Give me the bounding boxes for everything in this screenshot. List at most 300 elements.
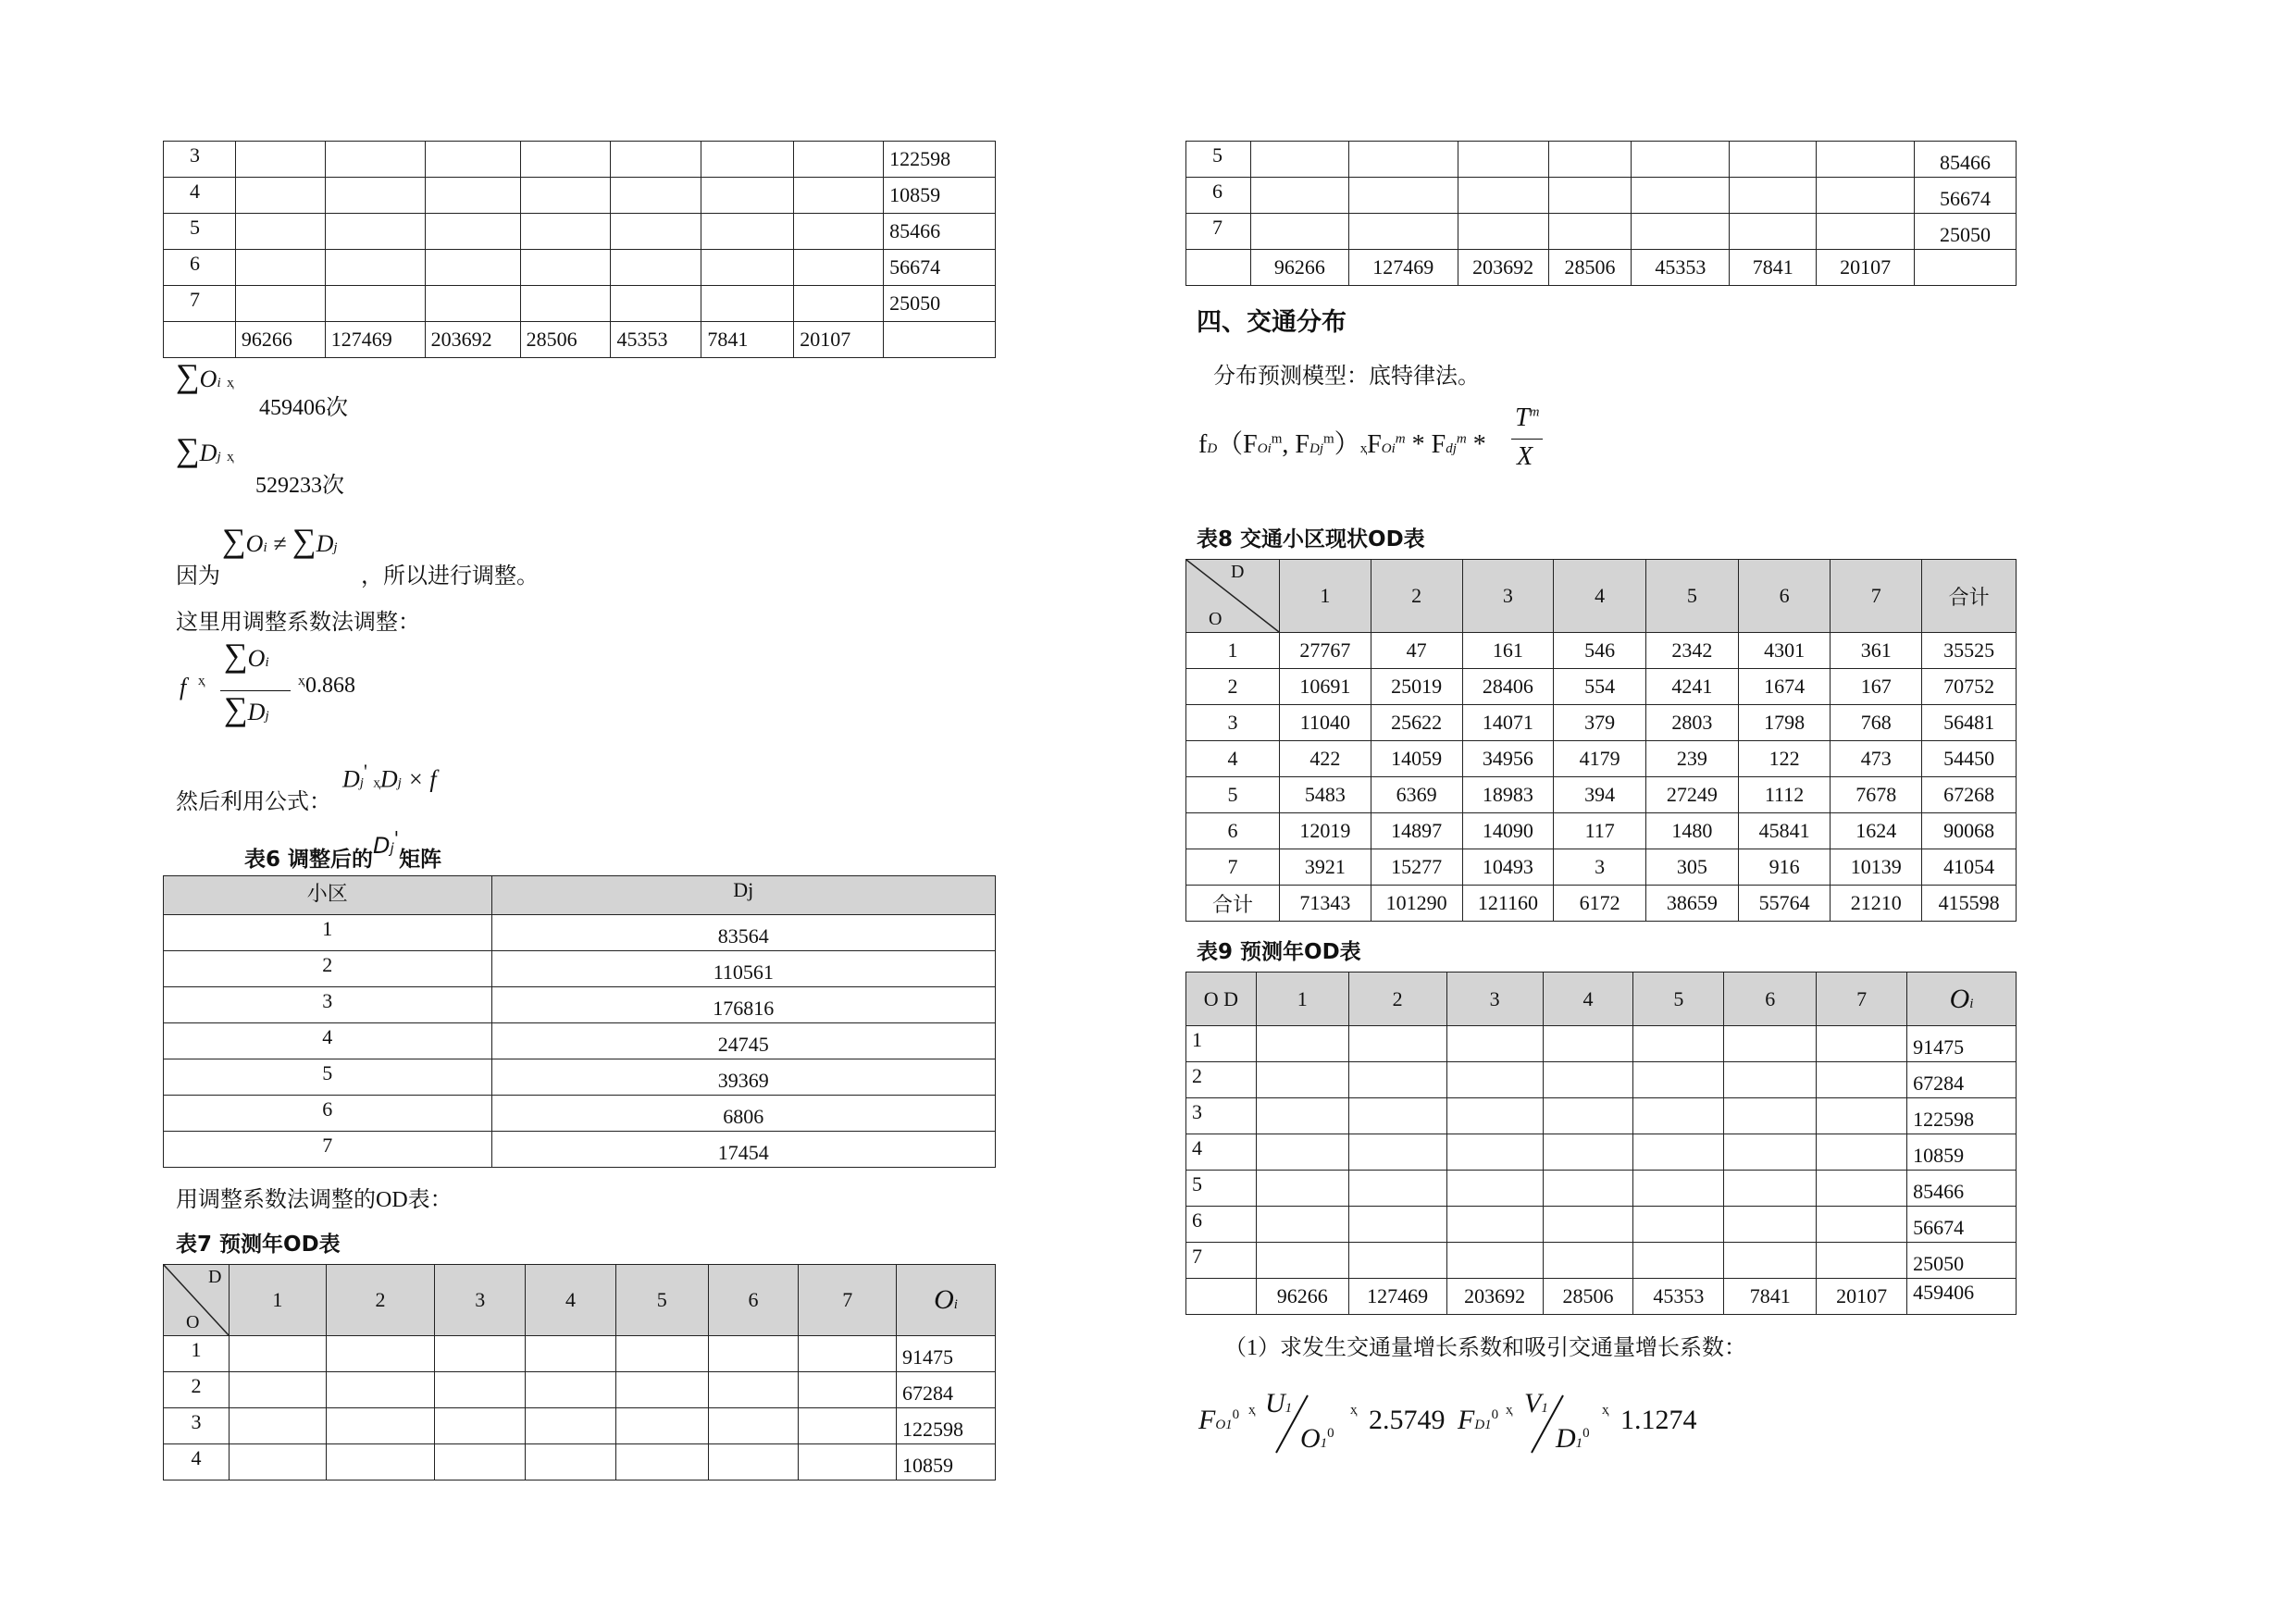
empty-cell [1632,142,1730,178]
col-header: 6 [1738,560,1831,633]
data-cell: 1798 [1738,705,1831,741]
empty-cell [1730,214,1817,250]
empty-cell [1817,1243,1907,1279]
sum-oi-value: 459406次 [259,396,348,420]
data-cell: 25019 [1371,669,1462,705]
data-cell: 121160 [1462,886,1554,922]
empty-cell [701,286,794,322]
empty-cell [794,286,884,322]
corner-cell [1186,560,1280,633]
empty-cell [799,1372,897,1408]
row-total: 25050 [1907,1243,2017,1279]
empty-cell [611,142,701,178]
row-label: 合计 [1186,886,1280,922]
row-total: 85466 [1907,1171,2017,1207]
empty-cell [1817,1134,1907,1171]
row-label: 6 [164,250,236,286]
row-label: 5 [1186,777,1280,813]
empty-cell [611,250,701,286]
table-row [1186,1134,2017,1171]
empty-cell [164,322,236,358]
data-cell: 1480 [1645,813,1738,849]
table-row [164,142,996,178]
empty-cell [230,1408,327,1444]
zone-cell: 3 [164,987,492,1023]
table8-caption: 表8 交通小区现状OD表 [1197,527,1425,551]
row-total: 56674 [1915,178,2017,214]
empty-cell [1724,1207,1817,1243]
empty-cell [230,1372,327,1408]
table-row [1186,178,2017,214]
dj-cell: 83564 [491,915,995,951]
data-cell: 45841 [1738,813,1831,849]
data-cell: 28406 [1462,669,1554,705]
empty-cell [708,1372,799,1408]
empty-cell [235,286,325,322]
data-cell: 27767 [1280,633,1371,669]
oi-letter: O [1949,983,1970,1014]
data-cell: 554 [1554,669,1646,705]
row-total: 56674 [884,250,996,286]
table-row [1186,1207,2017,1243]
empty-cell [1256,1134,1348,1171]
empty-cell [1446,1062,1543,1098]
table-row [164,1408,996,1444]
table-row [164,178,996,214]
data-cell: 11040 [1280,705,1371,741]
empty-cell [520,178,611,214]
table-continued-left [163,141,996,358]
data-cell: 71343 [1280,886,1371,922]
empty-cell [230,1336,327,1372]
empty-cell [435,1408,526,1444]
sum-dj-formula: ∑Dj ҳ [176,431,234,468]
table-row [164,1059,996,1096]
table-row [1186,741,2017,777]
empty-cell [1633,1026,1724,1062]
table-row [1186,1171,2017,1207]
empty-cell [615,1444,708,1481]
table-row [164,250,996,286]
empty-cell [611,214,701,250]
row-label: 7 [1186,849,1280,886]
empty-cell [1348,1062,1446,1098]
empty-cell [1348,178,1458,214]
data-cell: 35525 [1922,633,2017,669]
empty-cell [1548,178,1632,214]
zone-cell: 6 [164,1096,492,1132]
empty-cell [325,286,425,322]
col-header: 2 [1348,973,1446,1026]
row-total: 10859 [884,178,996,214]
row-total: 122598 [884,142,996,178]
empty-cell [1817,1098,1907,1134]
column-sum: 203692 [425,322,520,358]
growth-text: （1）求发生交通量增长系数和吸引交通量增长系数： [1224,1336,1746,1360]
data-cell: 18983 [1462,777,1554,813]
data-cell: 167 [1831,669,1922,705]
table-row [1186,633,2017,669]
col-header: 3 [1462,560,1554,633]
data-cell: 916 [1738,849,1831,886]
col-header: 1 [230,1265,327,1336]
empty-cell [611,178,701,214]
table-row [164,915,996,951]
empty-cell [1632,214,1730,250]
row-label: 4 [1186,741,1280,777]
row-total: 67284 [1907,1062,2017,1098]
sum-dj-value: 529233次 [255,474,344,498]
data-cell: 4179 [1554,741,1646,777]
growth-formula: $FO1^0$ ҳ U1 $O1^0$ ҳ 2.5749 $FD1^0$ ҳ V1 $D1^0$ ҳ 1.1274 [1198,1388,1697,1454]
empty-cell [1730,142,1817,178]
empty-cell [615,1372,708,1408]
empty-cell [1633,1062,1724,1098]
empty-cell [1633,1243,1724,1279]
table-row [1186,214,2017,250]
empty-cell [326,1372,435,1408]
data-cell: 47 [1371,633,1462,669]
dj-cell: 176816 [491,987,995,1023]
f-formula: f ҳ ∑Oi ∑Dj ҳ [180,637,305,727]
row-label: 3 [1186,705,1280,741]
empty-cell [520,250,611,286]
table-row [1186,705,2017,741]
row-total: 10859 [1907,1134,2017,1171]
data-cell: 6369 [1371,777,1462,813]
empty-cell [1250,214,1348,250]
empty-cell [1543,1062,1633,1098]
row-total: 91475 [897,1336,996,1372]
table6-header-dj: Dj [491,876,995,915]
empty-cell [230,1444,327,1481]
col-header: 7 [799,1265,897,1336]
empty-cell [1256,1171,1348,1207]
data-cell: 1624 [1831,813,1922,849]
data-cell: 379 [1554,705,1646,741]
empty-cell [425,142,520,178]
column-sum: 127469 [325,322,425,358]
data-cell: 768 [1831,705,1922,741]
row-total: 91475 [1907,1026,2017,1062]
col-header: 5 [1633,973,1724,1026]
row-label: 1 [164,1336,230,1372]
table-row [164,286,996,322]
row-label: 3 [164,1408,230,1444]
data-cell: 122 [1738,741,1831,777]
empty-cell [526,1444,616,1481]
data-cell: 3 [1554,849,1646,886]
empty-cell [1543,1098,1633,1134]
oi-letter: O [934,1284,954,1315]
empty-cell [1348,1243,1446,1279]
empty-cell [1348,1026,1446,1062]
empty-cell [1543,1134,1633,1171]
oi-subscript: i [953,1297,958,1312]
corner-o: O [186,1312,200,1332]
data-cell: 10139 [1831,849,1922,886]
empty-cell [1724,1171,1817,1207]
zone-cell: 5 [164,1059,492,1096]
row-label: 4 [164,178,236,214]
model-text: 分布预测模型：底特律法。 [1213,365,1480,389]
empty-cell [1250,178,1348,214]
table-row [1186,777,2017,813]
data-cell: 67268 [1922,777,2017,813]
col-header: 4 [1543,973,1633,1026]
empty-cell [435,1444,526,1481]
row-total: 10859 [897,1444,996,1481]
empty-cell [435,1336,526,1372]
data-cell: 3921 [1280,849,1371,886]
col-header: 2 [326,1265,435,1336]
empty-cell [1446,1026,1543,1062]
data-cell: 4301 [1738,633,1831,669]
empty-cell [615,1336,708,1372]
data-cell: 10691 [1280,669,1371,705]
data-cell: 7678 [1831,777,1922,813]
empty-cell [794,214,884,250]
table-row [1186,142,2017,178]
f-d-value: 1.1274 [1620,1405,1697,1435]
data-cell: 25622 [1371,705,1462,741]
empty-cell [526,1336,616,1372]
empty-cell [1724,1098,1817,1134]
column-sum: 20107 [794,322,884,358]
empty-cell [1348,142,1458,178]
row-total: 85466 [884,214,996,250]
row-label: 5 [1186,1171,1257,1207]
data-cell: 305 [1645,849,1738,886]
empty-cell [884,322,996,358]
empty-cell [520,286,611,322]
empty-cell [799,1408,897,1444]
empty-cell [526,1372,616,1408]
data-cell: 6172 [1554,886,1646,922]
row-total: 122598 [1907,1098,2017,1134]
col-header: 5 [615,1265,708,1336]
empty-cell [435,1372,526,1408]
data-cell: 41054 [1922,849,2017,886]
empty-cell [1446,1171,1543,1207]
table-row [164,1096,996,1132]
column-sum: 7841 [701,322,794,358]
column-sum: 28506 [1543,1279,1633,1315]
sum-row [164,322,996,358]
data-cell: 12019 [1280,813,1371,849]
row-label: 4 [164,1444,230,1481]
column-sum: 96266 [1256,1279,1348,1315]
col-header: 3 [1446,973,1543,1026]
data-cell: 15277 [1371,849,1462,886]
empty-cell [1633,1171,1724,1207]
table-row [164,1444,996,1481]
empty-cell [526,1408,616,1444]
table-row [164,951,996,987]
row-label: 1 [1186,633,1280,669]
dj-cell: 110561 [491,951,995,987]
empty-cell [701,214,794,250]
table6 [163,875,996,1168]
col-header: 4 [1554,560,1646,633]
table-row [164,1132,996,1168]
row-label: 2 [164,1372,230,1408]
empty-cell [235,250,325,286]
empty-cell [1458,214,1548,250]
empty-cell [326,1444,435,1481]
row-label: 5 [164,214,236,250]
oi-subscript: i [1969,996,1974,1011]
zone-cell: 2 [164,951,492,987]
empty-cell [1817,142,1915,178]
empty-cell [1543,1243,1633,1279]
table-row [1186,1062,2017,1098]
because-suffix: ，所以进行调整。 [361,564,539,588]
column-sum: 7841 [1730,250,1817,286]
data-cell: 4241 [1645,669,1738,705]
empty-cell [1256,1098,1348,1134]
empty-cell [1446,1243,1543,1279]
empty-cell [235,214,325,250]
table7-caption: 表7 预测年OD表 [176,1233,341,1257]
data-cell: 21210 [1831,886,1922,922]
table-continued-right [1185,141,2017,286]
empty-cell [425,250,520,286]
empty-cell [325,250,425,286]
column-sum: 28506 [1548,250,1632,286]
empty-cell [1817,1062,1907,1098]
data-cell: 34956 [1462,741,1554,777]
column-sum: 127469 [1348,1279,1446,1315]
row-label: 7 [1186,214,1251,250]
col-header: 2 [1371,560,1462,633]
empty-cell [1446,1098,1543,1134]
col-header: 3 [435,1265,526,1336]
column-sum: 96266 [1250,250,1348,286]
empty-cell [794,142,884,178]
data-cell: 473 [1831,741,1922,777]
empty-cell [708,1444,799,1481]
f-value: 0.868 [305,674,355,698]
row-total: 25050 [1915,214,2017,250]
row-total: 56674 [1907,1207,2017,1243]
empty-cell [794,178,884,214]
row-total: 25050 [884,286,996,322]
data-cell: 415598 [1922,886,2017,922]
col-header: 6 [708,1265,799,1336]
empty-cell [235,178,325,214]
row-label: 2 [1186,1062,1257,1098]
empty-cell [701,142,794,178]
column-sum: 20107 [1817,250,1915,286]
empty-cell [1256,1026,1348,1062]
data-cell: 56481 [1922,705,2017,741]
corner-d: D [1231,562,1245,582]
table-row [1186,1243,2017,1279]
empty-cell [1817,214,1915,250]
empty-cell [1186,1279,1257,1315]
empty-cell [1348,1098,1446,1134]
empty-cell [325,178,425,214]
data-cell: 422 [1280,741,1371,777]
empty-cell [1543,1171,1633,1207]
data-cell: 10493 [1462,849,1554,886]
data-cell: 5483 [1280,777,1371,813]
data-cell: 361 [1831,633,1922,669]
table-row [164,987,996,1023]
col-header: 1 [1280,560,1371,633]
empty-cell [1543,1207,1633,1243]
empty-cell [1632,178,1730,214]
row-total: 67284 [897,1372,996,1408]
empty-cell [701,250,794,286]
empty-cell [1446,1207,1543,1243]
dj-cell: 6806 [491,1096,995,1132]
empty-cell [1548,214,1632,250]
section-title: 四、交通分布 [1197,308,1347,337]
data-cell: 117 [1554,813,1646,849]
table7 [163,1264,996,1481]
oi-header [1907,973,2017,1026]
empty-cell [326,1408,435,1444]
column-sum: 20107 [1817,1279,1907,1315]
table-row [164,1336,996,1372]
dj-cell: 24745 [491,1023,995,1059]
empty-cell [1256,1207,1348,1243]
empty-cell [1915,250,2017,286]
empty-cell [1730,178,1817,214]
column-sum: 45353 [1633,1279,1724,1315]
empty-cell [1724,1134,1817,1171]
empty-cell [1633,1134,1724,1171]
column-sum: 45353 [1632,250,1730,286]
empty-cell [1348,1207,1446,1243]
empty-cell [701,178,794,214]
table6-caption: 表6 调整后的Dj'矩阵 [244,827,442,872]
left-page [163,0,996,1623]
empty-cell [425,214,520,250]
empty-cell [611,286,701,322]
empty-cell [1458,178,1548,214]
dj-cell: 17454 [491,1132,995,1168]
empty-cell [799,1444,897,1481]
column-sum: 203692 [1458,250,1548,286]
zone-cell: 1 [164,915,492,951]
empty-cell [1446,1134,1543,1171]
col-header: 6 [1724,973,1817,1026]
empty-cell [1724,1062,1817,1098]
sum-oi-formula: ∑Oi ҳ [176,357,234,394]
empty-cell [1817,1026,1907,1062]
dj-prime-formula: Dj' ҳDj × f [342,761,437,793]
column-sum: 7841 [1724,1279,1817,1315]
corner-cell: O D [1186,973,1257,1026]
adjust-intro: 这里用调整系数法调整： [176,611,420,635]
table-row [1186,813,2017,849]
row-label: 3 [1186,1098,1257,1134]
row-label: 6 [1186,178,1251,214]
empty-cell [1633,1207,1724,1243]
empty-cell [1256,1062,1348,1098]
row-label: 7 [164,286,236,322]
corner-o: O [1209,609,1222,629]
table-row [164,1372,996,1408]
empty-cell [325,214,425,250]
row-label: 2 [1186,669,1280,705]
data-cell: 239 [1645,741,1738,777]
data-cell: 90068 [1922,813,2017,849]
empty-cell [326,1336,435,1372]
